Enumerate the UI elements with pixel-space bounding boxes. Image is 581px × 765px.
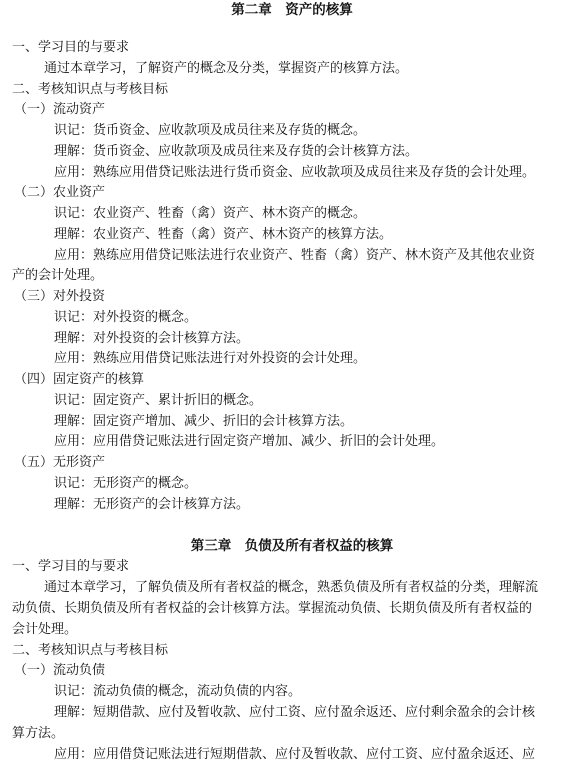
chapter3-section1-line: 通过本章学习，了解负债及所有者权益的概念，熟悉负债及所有者权益的分类，理解流: [44, 580, 539, 595]
list-item: 应用：应用借贷记账法进行短期借款、应付及暂收款、应付工资、应付盈余返还、应: [54, 747, 536, 762]
chapter2-section1-heading: 一、学习目的与要求: [12, 40, 130, 55]
list-item: 应用：熟练应用借贷记账法进行农业资产、牲畜（禽）资产、林木资产及其他农业资: [54, 248, 536, 263]
chapter2-title: 第二章 资产的核算: [231, 2, 353, 18]
group-heading-fixed-assets: （四）固定资产的核算: [14, 372, 145, 387]
list-item: 识记：流动负债的概念，流动负债的内容。: [54, 684, 302, 699]
group-heading-current-liabilities: （一）流动负债: [14, 663, 106, 678]
list-item: 理解：农业资产、牲畜（禽）资产、林木资产的核算方法。: [54, 227, 393, 242]
list-item: 识记：固定资产、累计折旧的概念。: [54, 393, 263, 408]
group-heading-intangible: （五）无形资产: [14, 455, 106, 470]
list-item: 识记：对外投资的概念。: [54, 310, 198, 325]
list-item: 应用：应用借贷记账法进行固定资产增加、减少、折旧的会计处理。: [54, 434, 445, 449]
list-item: 理解：对外投资的会计核算方法。: [54, 331, 250, 346]
chapter3-title: 第三章 负债及所有者权益的核算: [190, 538, 394, 554]
list-item: 理解：固定资产增加、减少、折旧的会计核算方法。: [54, 414, 354, 429]
list-item: 应用：熟练应用借贷记账法进行货币资金、应收款项及成员往来及存货的会计处理。: [54, 165, 536, 180]
list-item: 理解：货币资金、应收款项及成员往来及存货的会计核算方法。: [54, 144, 419, 159]
list-item: 应用：熟练应用借贷记账法进行对外投资的会计处理。: [54, 351, 367, 366]
chapter2-section1-text: 通过本章学习，了解资产的概念及分类，掌握资产的核算方法。: [44, 61, 409, 76]
group-heading-current-assets: （一）流动资产: [14, 102, 106, 117]
list-item: 识记：农业资产、牲畜（禽）资产、林木资产的概念。: [54, 206, 367, 221]
chapter3-section1-line: 会计处理。: [12, 622, 78, 637]
list-item: 识记：货币资金、应收款项及成员往来及存货的概念。: [54, 123, 367, 138]
chapter3-section1-heading: 一、学习目的与要求: [12, 559, 130, 574]
group-heading-agri-assets: （二）农业资产: [14, 185, 106, 200]
list-item-continuation: 产的会计处理。: [12, 268, 104, 283]
chapter3-section2-heading: 二、考核知识点与考核目标: [12, 643, 169, 658]
list-item: 理解：短期借款、应付及暂收款、应付工资、应付盈余返还、应付剩余盈余的会计核: [54, 705, 536, 720]
group-heading-investment: （三）对外投资: [14, 289, 106, 304]
list-item: 理解：无形资产的会计核算方法。: [54, 497, 250, 512]
chapter2-section2-heading: 二、考核知识点与考核目标: [12, 82, 169, 97]
chapter3-section1-line: 动负债、长期负债及所有者权益的会计核算方法。掌握流动负债、长期负债及所有者权益的: [12, 601, 533, 616]
list-item-continuation: 算方法。: [12, 726, 65, 741]
list-item: 识记：无形资产的概念。: [54, 476, 198, 491]
